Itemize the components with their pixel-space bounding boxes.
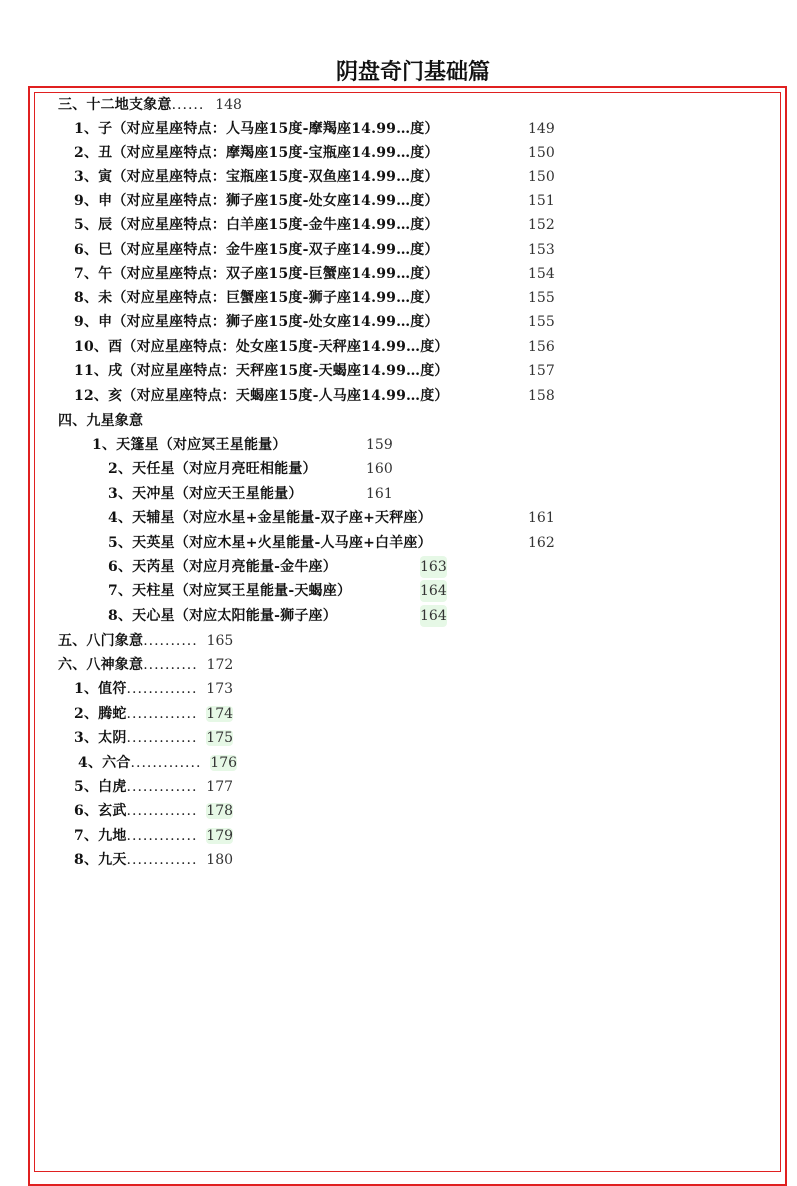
toc-section-6[interactable]: 六、八神象意.......... 172 xyxy=(58,657,234,673)
toc-section-5[interactable]: 五、八门象意.......... 165 xyxy=(58,633,234,649)
toc-entry[interactable]: 5、白虎............. 177 xyxy=(74,779,234,795)
toc-entry[interactable]: 8、天心星（对应太阳能量-狮子座） xyxy=(108,608,337,624)
toc-page-number: 149 xyxy=(528,121,555,137)
toc-entry[interactable]: 7、天柱星（对应冥王星能量-天蝎座） xyxy=(108,583,352,599)
toc-page-number: 160 xyxy=(366,461,393,477)
toc-page-number: 163 xyxy=(420,556,447,578)
toc-entry[interactable]: 1、子（对应星座特点：人马座15度-摩羯座14.99…度） xyxy=(74,121,439,137)
toc-page-number: 152 xyxy=(528,217,555,233)
toc-page-number: 153 xyxy=(528,242,555,258)
toc-page-number: 159 xyxy=(366,437,393,453)
toc-entry[interactable]: 9、申（对应星座特点：狮子座15度-处女座14.99…度） xyxy=(74,314,439,330)
toc-entry[interactable]: 6、玄武............. 178 xyxy=(74,803,234,819)
toc-entry[interactable]: 1、值符............. 173 xyxy=(74,681,234,697)
toc-page-number: 157 xyxy=(528,363,555,379)
toc-entry[interactable]: 10、酉（对应星座特点：处女座15度-天秤座14.99…度） xyxy=(74,339,449,355)
toc-page-number: 150 xyxy=(528,145,555,161)
toc-page-number: 161 xyxy=(528,510,555,526)
toc-page-number: 151 xyxy=(528,193,555,209)
document-title: 阴盘奇门基础篇 xyxy=(335,59,490,85)
toc-entry[interactable]: 4、天辅星（对应水星+金星能量-双子座+天秤座） xyxy=(108,510,432,526)
toc-page-number: 164 xyxy=(420,580,447,602)
toc-entry[interactable]: 3、寅（对应星座特点：宝瓶座15度-双鱼座14.99…度） xyxy=(74,169,439,185)
toc-entry[interactable]: 5、天英星（对应木星+火星能量-人马座+白羊座） xyxy=(108,535,432,551)
toc-page-number: 155 xyxy=(528,290,555,306)
toc-page-number: 156 xyxy=(528,339,555,355)
toc-page-number: 155 xyxy=(528,314,555,330)
toc-entry[interactable]: 3、太阴............. 175 xyxy=(74,730,234,746)
toc-entry[interactable]: 12、亥（对应星座特点：天蝎座15度-人马座14.99…度） xyxy=(74,388,449,404)
toc-entry[interactable]: 7、午（对应星座特点：双子座15度-巨蟹座14.99…度） xyxy=(74,266,439,282)
toc-entry[interactable]: 11、戌（对应星座特点：天秤座15度-天蝎座14.99…度） xyxy=(74,363,449,379)
toc-entry[interactable]: 3、天冲星（对应天王星能量） xyxy=(108,486,303,502)
toc-entry[interactable]: 2、天任星（对应月亮旺相能量） xyxy=(108,461,317,477)
toc-entry[interactable]: 7、九地............. 179 xyxy=(74,828,234,844)
toc-entry[interactable]: 1、天篷星（对应冥王星能量） xyxy=(92,437,287,453)
toc-entry[interactable]: 5、辰（对应星座特点：白羊座15度-金牛座14.99…度） xyxy=(74,217,439,233)
toc-entry[interactable]: 2、丑（对应星座特点：摩羯座15度-宝瓶座14.99…度） xyxy=(74,145,439,161)
toc-page-number: 164 xyxy=(420,605,447,627)
toc-section-3[interactable]: 三、十二地支象意...... 148 xyxy=(58,97,242,113)
toc-page-number: 162 xyxy=(528,535,555,551)
toc-entry[interactable]: 8、未（对应星座特点：巨蟹座15度-狮子座14.99…度） xyxy=(74,290,439,306)
toc-entry[interactable]: 4、六合............. 176 xyxy=(78,755,238,771)
toc-entry[interactable]: 8、九天............. 180 xyxy=(74,852,234,868)
toc-page-number: 154 xyxy=(528,266,555,282)
toc-entry[interactable]: 9、申（对应星座特点：狮子座15度-处女座14.99…度） xyxy=(74,193,439,209)
toc-entry[interactable]: 2、腾蛇............. 174 xyxy=(74,706,234,722)
toc-page-number: 150 xyxy=(528,169,555,185)
toc-section-4[interactable]: 四、九星象意 xyxy=(58,413,144,429)
toc-page-number: 161 xyxy=(366,486,393,502)
toc-entry[interactable]: 6、巳（对应星座特点：金牛座15度-双子座14.99…度） xyxy=(74,242,439,258)
toc-entry[interactable]: 6、天芮星（对应月亮能量-金牛座） xyxy=(108,559,337,575)
toc-page-number: 158 xyxy=(528,388,555,404)
